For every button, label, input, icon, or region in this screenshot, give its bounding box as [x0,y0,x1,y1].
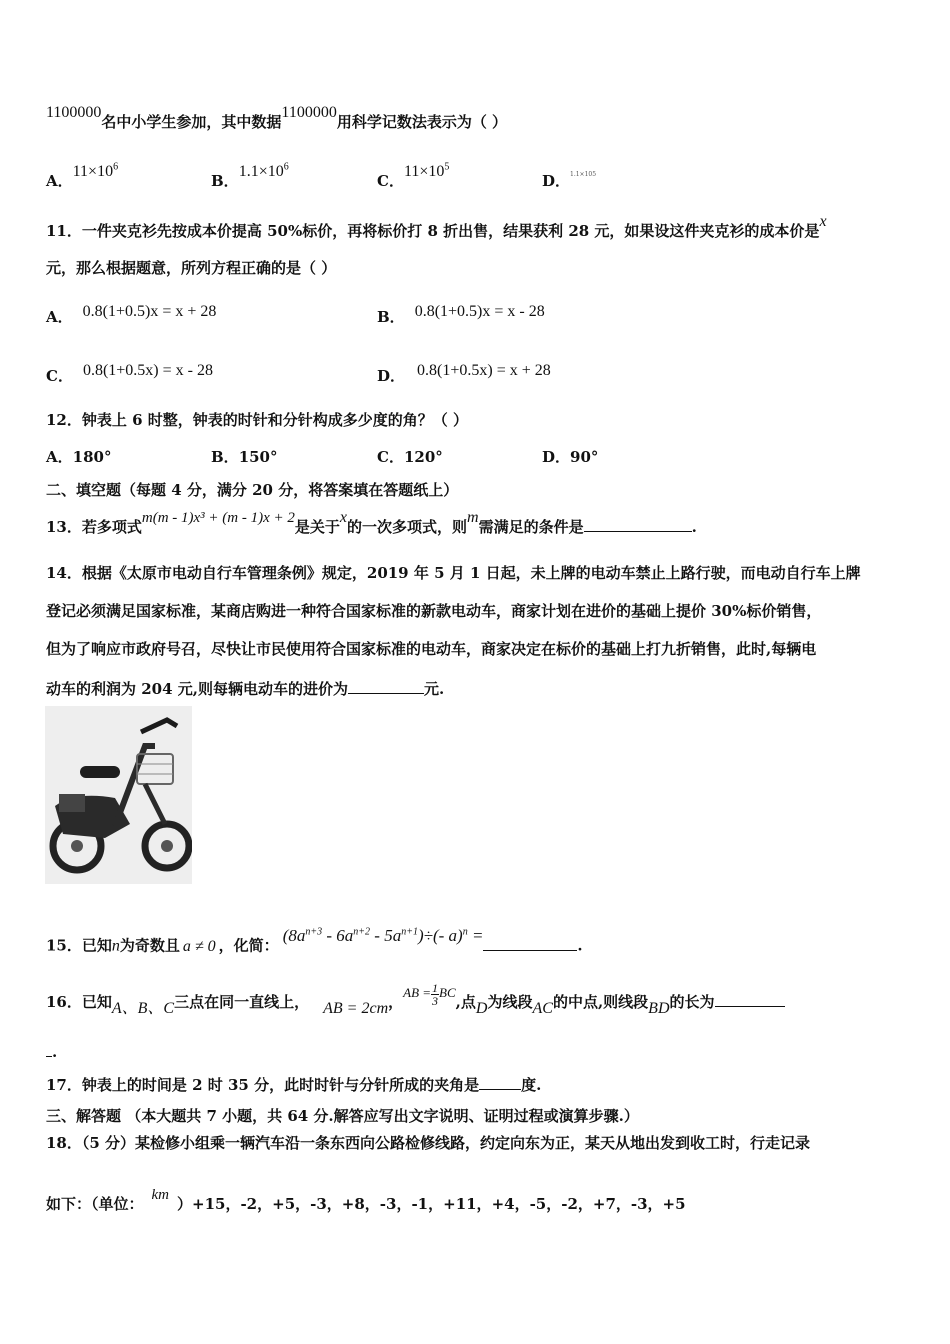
q10-text-a: 名中小学生参加，其中数据 [101,113,282,131]
q16-line-tail: . [46,1040,57,1062]
q15-condition: a ≠ 0 [182,937,216,955]
q10-number-b: 1100000 [281,104,337,121]
q13-answer-blank[interactable] [584,515,692,532]
q10-number-a: 1100000 [46,104,102,121]
q11-option-b-formula: 0.8(1+0.5)x = x - 28 [414,303,545,320]
q12-option-d[interactable]: D．90° [542,448,599,466]
q16-point-d: D [475,1000,488,1017]
q16-points: A、B、C [111,1000,175,1017]
q18-unit: km [151,1187,170,1203]
q16-fraction: $\frac{1}{3}$ [432,980,439,1008]
q10-option-c[interactable]: C．$11\times 10^5$ [377,161,450,190]
section-3-heading: 三、解答题 （本大题共 7 小题，共 64 分.解答应写出文字说明、证明过程或演算步骤.） [46,1107,639,1125]
q12-question: 12．钟表上 6 时整，钟表的时针和分针构成多少度的角？（ ） [46,411,468,429]
q12-option-a[interactable]: A．180° [46,448,112,466]
q15-formula: $(8a^{n+3} - 6a^{n+2} - 5a^{n+1})\div(-$ a)$^n$ = [282,925,484,945]
q14-answer-blank[interactable] [348,677,424,694]
q13-var-x: x [339,509,348,526]
q10-option-b-value: $1.1\times 10^6$ [238,161,289,180]
section-2-heading: 二、填空题（每题 4 分，满分 20 分，将答案填在答题纸上） [46,481,459,499]
electric-bike-icon [45,706,192,884]
q10-text-b: 用科学记数法表示为（ ） [336,113,508,131]
q14-line3: 但为了响应市政府号召，尽快让市民使用符合国家标准的电动车，商家决定在标价的基础上打九折销售，此时,每辆电 [46,640,817,658]
q11-option-d[interactable]: D． 0.8(1+0.5x) = x + 28 [377,362,551,385]
q14-line4: 动车的利润为 204 元,则每辆电动车的进价为 元. [46,677,444,699]
q18-line1: 18．（5 分）某检修小组乘一辆汽车沿一条东西向公路检修线路，约定向东为正，某天从地出发到收工时，行走记录 [46,1134,811,1152]
q16-segment-ac: AC [532,1000,553,1017]
q10-option-b[interactable]: B．$1.1\times 10^6$ [211,161,289,190]
q11-option-c[interactable]: C． 0.8(1+0.5x) = x - 28 [46,362,213,385]
q16-line: 16．已知A、B、C三点在同一直线上， AB = 2cm，AB = $\frac{1}{3}$ BC,点D为线段AC的中点,则线段BD的长为 [46,990,785,1017]
q13-line: 13．若多项式m(m - 1)x³ + (m - 1)x + 2是关于x的一次多项式，则m需满足的条件是 . [46,509,697,536]
q11-line1: 11．一件夹克衫先按成本价提高 50%标价，再将标价打 8 折出售，结果获利 28 元，如果设这件夹克衫的成本价是x [46,213,827,240]
q15-answer-blank[interactable] [483,934,577,951]
q17-line: 17．钟表上的时间是 2 时 35 分，此时时针与分针所成的夹角是 度. [46,1073,541,1095]
q13-var-m: m [467,509,479,526]
q16-ab-ratio: AB = $\frac{1}{3}$ BC [403,980,456,1008]
q11-option-a[interactable]: A． 0.8(1+0.5)x = x + 28 [46,303,217,326]
q15-var-n: n [111,937,120,955]
q17-answer-blank[interactable] [479,1073,521,1090]
electric-bike-photo [45,706,192,884]
q12-option-b[interactable]: B．150° [211,448,278,466]
q10-option-a[interactable]: A．$11\times 10^6$ [46,161,119,190]
q10-option-c-value: $11\times 10^5$ [403,161,450,180]
q10-option-a-value: $11\times 10^6$ [72,161,119,180]
q11-option-a-formula: 0.8(1+0.5)x = x + 28 [82,303,217,320]
q10-option-d-value: 1.1×105 [570,171,597,178]
q16-answer-blank[interactable] [715,990,785,1007]
q16-segment-bd: BD [648,1000,670,1017]
q12-option-c[interactable]: C．120° [377,448,443,466]
q11-line2: 元，那么根据题意，所列方程正确的是（ ） [46,259,337,277]
q11-option-b[interactable]: B． 0.8(1+0.5)x = x - 28 [377,303,545,326]
q11-var-x: x [819,213,827,230]
q11-option-c-formula: 0.8(1+0.5x) = x - 28 [82,362,213,379]
q11-option-d-formula: 0.8(1+0.5x) = x + 28 [417,362,551,379]
q10-line [46,104,508,133]
q13-formula: m(m - 1)x³ + (m - 1)x + 2 [141,510,295,526]
q18-line2: 如下：（单位： km ）+15，-2，+5，-3，+8，-3，-1，+11，+4，-5，-2，+7，-3，+5 [46,1187,686,1213]
q14-line2: 登记必须满足国家标准，某商店购进一种符合国家标准的新款电动车，商家计划在进价的基础上提价 30%标价销售， [46,602,822,620]
q16-ab-length: AB = 2cm [323,1000,389,1017]
q14-line1: 14．根据《太原市电动自行车管理条例》规定，2019 年 5 月 1 日起，未上牌的电动车禁止上路行驶，而电动自行车上牌 [46,564,861,582]
q15-line: 15．已知n为奇数且 a ≠ 0 ，化简：$(8a^{n+3} - 6a^{n+2} - 5a^{n+1})\div(-$ a)$^n$ =. [46,925,583,955]
q10-option-d[interactable]: D．$^{1.1\times 105}$ [542,171,597,190]
